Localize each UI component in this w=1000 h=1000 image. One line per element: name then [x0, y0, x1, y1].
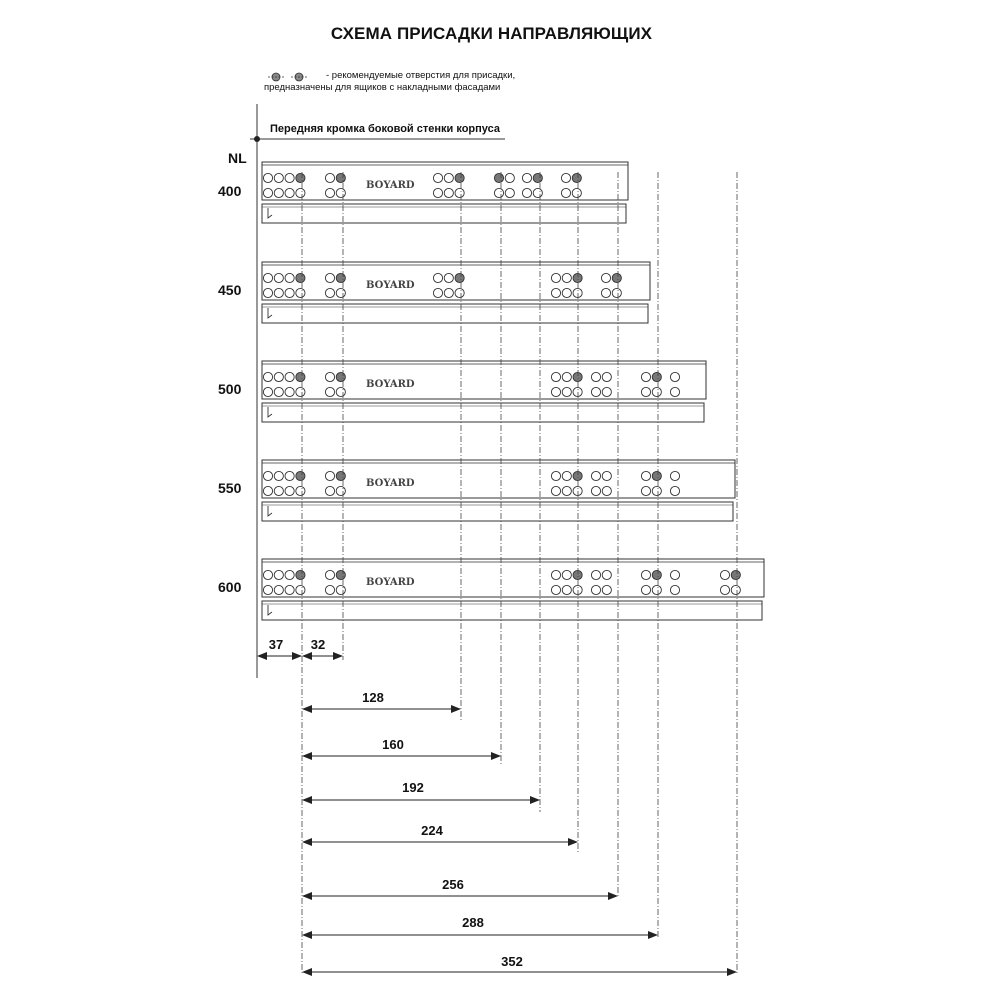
rail-hole — [433, 273, 442, 282]
rail-hole — [263, 486, 272, 495]
rail-hole — [325, 486, 334, 495]
rail-hole — [296, 387, 305, 396]
rail-hole — [325, 288, 334, 297]
rail-hole — [274, 372, 283, 381]
boyard-logo: BOYARD — [366, 379, 415, 390]
rail-hole — [551, 273, 560, 282]
rail-hole — [572, 188, 581, 197]
rail-hole — [562, 387, 571, 396]
rail-hole — [263, 288, 272, 297]
offset-37-label: 37 — [268, 637, 284, 652]
recommended-hole — [652, 471, 661, 480]
rail-hole — [505, 173, 514, 182]
boyard-logo: BOYARD — [366, 180, 415, 191]
recommended-hole — [612, 273, 621, 282]
recommended-hole — [533, 173, 542, 182]
rail-hole — [562, 570, 571, 579]
rail-hole — [652, 585, 661, 594]
recommended-hole — [296, 471, 305, 480]
rail-hole — [285, 173, 294, 182]
recommended-hole — [296, 173, 305, 182]
rail-hole — [325, 372, 334, 381]
dimension-128-label: 128 — [362, 690, 384, 705]
rail-400 — [262, 162, 628, 223]
rail-hole — [562, 486, 571, 495]
front-edge-label: Передняя кромка боковой стенки корпуса — [270, 123, 500, 135]
rail-hole — [522, 188, 531, 197]
rail-hole — [670, 585, 679, 594]
rail-hole — [336, 288, 345, 297]
recommended-hole — [731, 570, 740, 579]
rail-hole — [591, 486, 600, 495]
rail-hole — [285, 372, 294, 381]
recommended-hole — [336, 273, 345, 282]
rail-hole — [444, 188, 453, 197]
rail-hole — [602, 486, 611, 495]
rail-hole — [591, 570, 600, 579]
rail-hole — [602, 471, 611, 480]
recommended-hole — [455, 173, 464, 182]
dimension-256-label: 256 — [442, 877, 464, 892]
legend-line-1: - рекомендуемые отверстия для присадки, — [326, 70, 516, 81]
rail-hole — [641, 471, 650, 480]
rail-hole — [551, 387, 560, 396]
boyard-logo: BOYARD — [366, 478, 415, 489]
rail-hole — [263, 471, 272, 480]
rail-label-600: 600 — [218, 579, 242, 595]
recommended-hole — [336, 372, 345, 381]
nl-label: NL — [228, 150, 247, 166]
rail-hole — [325, 570, 334, 579]
recommended-hole — [296, 273, 305, 282]
rail-front-hook — [268, 506, 272, 516]
rail-hole — [551, 372, 560, 381]
rail-hole — [601, 288, 610, 297]
boyard-logo: BOYARD — [366, 280, 415, 291]
rail-hole — [263, 387, 272, 396]
rail-hole — [562, 585, 571, 594]
dimension-288-label: 288 — [462, 915, 484, 930]
rail-600 — [262, 559, 764, 620]
rail-hole — [670, 372, 679, 381]
rail-hole — [562, 471, 571, 480]
rail-hole — [670, 570, 679, 579]
rail-front-hook — [268, 407, 272, 417]
rail-hole — [652, 387, 661, 396]
rail-hole — [274, 273, 283, 282]
rail-hole — [562, 372, 571, 381]
rail-hole — [285, 387, 294, 396]
rail-hole — [263, 188, 272, 197]
rail-450 — [262, 262, 650, 323]
rail-hole — [296, 188, 305, 197]
rail-hole — [641, 372, 650, 381]
rail-front-hook — [268, 308, 272, 318]
rail-hole — [731, 585, 740, 594]
rail-hole — [274, 387, 283, 396]
rails-layer — [262, 162, 764, 620]
rail-hole — [444, 173, 453, 182]
page-title: СХЕМА ПРИСАДКИ НАПРАВЛЯЮЩИХ — [330, 24, 653, 43]
rail-hole — [285, 486, 294, 495]
rail-hole — [641, 570, 650, 579]
rail-hole — [263, 570, 272, 579]
rail-hole — [285, 288, 294, 297]
rail-hole — [641, 585, 650, 594]
rail-hole — [720, 585, 729, 594]
recommended-hole — [652, 372, 661, 381]
recommended-hole — [572, 173, 581, 182]
rail-hole — [551, 288, 560, 297]
rail-hole — [670, 486, 679, 495]
rail-hole — [591, 387, 600, 396]
rail-hole — [720, 570, 729, 579]
rail-hole — [602, 570, 611, 579]
rail-hole — [612, 288, 621, 297]
rail-hole — [285, 585, 294, 594]
recommended-hole — [296, 372, 305, 381]
rail-hole — [444, 273, 453, 282]
rail-hole — [296, 585, 305, 594]
rail-hole — [274, 570, 283, 579]
recommended-hole — [336, 173, 345, 182]
rail-front-hook — [268, 208, 272, 218]
rail-hole — [551, 570, 560, 579]
rail-hole — [336, 387, 345, 396]
rail-hole — [274, 486, 283, 495]
dimension-160-label: 160 — [382, 737, 404, 752]
recommended-hole — [336, 570, 345, 579]
rail-hole — [285, 570, 294, 579]
rail-label-500: 500 — [218, 381, 242, 397]
rail-hole — [455, 288, 464, 297]
rail-hole — [444, 288, 453, 297]
recommended-hole — [652, 570, 661, 579]
rail-hole — [670, 387, 679, 396]
rail-hole — [562, 273, 571, 282]
rail-hole — [494, 188, 503, 197]
rail-hole — [455, 188, 464, 197]
rail-hole — [285, 471, 294, 480]
rail-hole — [263, 372, 272, 381]
rail-hole — [561, 188, 570, 197]
rail-hole — [551, 471, 560, 480]
rail-hole — [561, 173, 570, 182]
boyard-logo: BOYARD — [366, 577, 415, 588]
rail-hole — [325, 188, 334, 197]
rail-hole — [551, 585, 560, 594]
dimension-224-label: 224 — [421, 823, 443, 838]
rail-hole — [274, 188, 283, 197]
rail-hole — [591, 585, 600, 594]
rail-hole — [652, 486, 661, 495]
recommended-hole — [455, 273, 464, 282]
rail-500 — [262, 361, 706, 422]
rail-hole — [325, 585, 334, 594]
rail-hole — [296, 288, 305, 297]
rail-hole — [325, 273, 334, 282]
rail-hole — [670, 471, 679, 480]
recommended-hole — [336, 471, 345, 480]
rail-hole — [325, 471, 334, 480]
rail-hole — [263, 585, 272, 594]
rail-hole — [336, 585, 345, 594]
recommended-hole — [296, 570, 305, 579]
dimension-192-label: 192 — [402, 780, 424, 795]
rail-hole — [641, 486, 650, 495]
rail-hole — [263, 273, 272, 282]
rail-hole — [591, 471, 600, 480]
rail-hole — [433, 173, 442, 182]
rail-hole — [551, 486, 560, 495]
rail-hole — [336, 188, 345, 197]
rail-hole — [325, 173, 334, 182]
rail-hole — [433, 288, 442, 297]
rail-hole — [336, 486, 345, 495]
rail-hole — [641, 387, 650, 396]
rail-hole — [591, 372, 600, 381]
rail-hole — [505, 188, 514, 197]
rail-hole — [601, 273, 610, 282]
rail-hole — [522, 173, 531, 182]
legend-line-2: предназначены для ящиков с накладными фасадами — [264, 82, 501, 93]
recommended-hole — [494, 173, 503, 182]
rail-hole — [285, 273, 294, 282]
rail-hole — [296, 486, 305, 495]
rail-hole — [602, 387, 611, 396]
rail-hole — [325, 387, 334, 396]
rail-550 — [262, 460, 735, 521]
dimension-352-label: 352 — [501, 954, 523, 969]
legend-hole-symbol — [268, 73, 307, 81]
rail-hole — [285, 188, 294, 197]
rail-hole — [263, 173, 272, 182]
rail-hole — [274, 585, 283, 594]
dimensions-layer — [258, 656, 736, 972]
rail-hole — [602, 585, 611, 594]
rail-label-450: 450 — [218, 282, 242, 298]
rail-hole — [274, 173, 283, 182]
rail-hole — [602, 372, 611, 381]
rail-label-400: 400 — [218, 183, 242, 199]
rail-hole — [274, 288, 283, 297]
rail-hole — [562, 288, 571, 297]
rail-hole — [533, 188, 542, 197]
rail-label-550: 550 — [218, 480, 242, 496]
rail-front-hook — [268, 605, 272, 615]
rail-hole — [433, 188, 442, 197]
rail-hole — [274, 471, 283, 480]
offset-32-label: 32 — [310, 637, 326, 652]
